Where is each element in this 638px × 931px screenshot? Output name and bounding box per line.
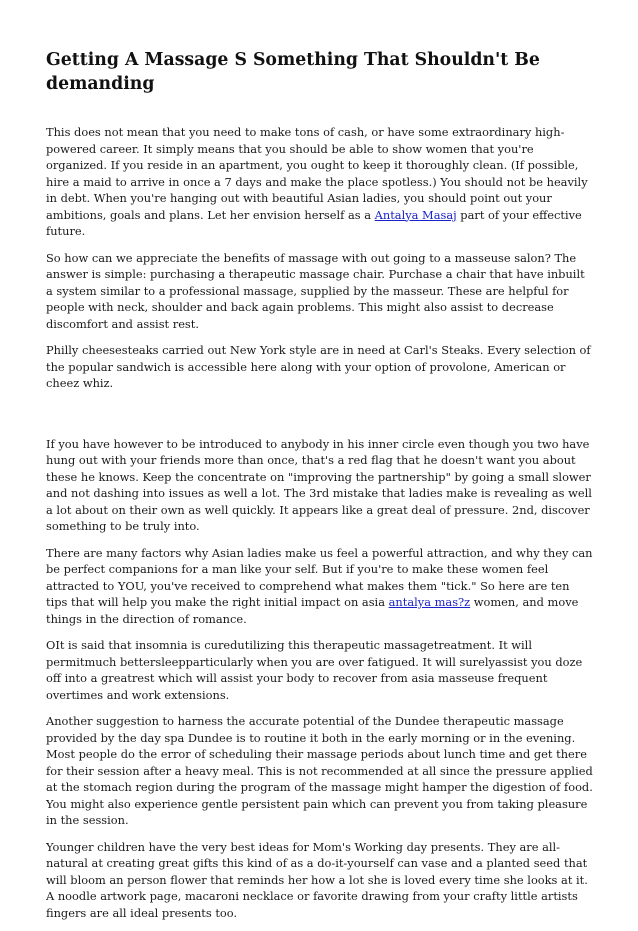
antalya-masaj-link[interactable]: Antalya Masaj — [374, 207, 457, 222]
paragraph-1-text-after: part of your effective future. — [46, 207, 582, 238]
paragraph-1-text-before: This does not mean that you need to make tons of cash, or have some extraordinary high-powered career. It simply means that you should be able to show women that you're organized. If you reside in an apartment, you ought to keep it thoroughly clean. (If possible, hire a maid to arrive in once a 7 days and make the place spotless.) You should not be heavily in debt. When you're hanging out with beautiful Asian ladies, you should point out your ambitions, goals and plans. Let her envision herself as a — [46, 125, 588, 222]
paragraph-7: Another suggestion to harness the accurate potential of the Dundee therapeutic massage provided by the day spa Dundee is to routine it both in the early morning or in the evening. Most people do the error of scheduling their massage periods about lunch time and get there for their session after a heavy meal. This is not recommended at all since the pressure applied at the stomach region during the program of the massage might hamper the digestion of food. You might also experience gentle persistent pain which can prevent you from taking pleasure in the session. — [46, 714, 593, 827]
paragraph-5-text-after: women, and move things in the direction of romance. — [46, 595, 579, 626]
paragraph-3: Philly cheesesteaks carried out New York style are in need at Carl's Steaks. Every selection of the popular sandwich is accessible here along with your option of provolone, American or cheez whiz. — [46, 343, 591, 390]
paragraph-2: So how can we appreciate the benefits of massage with out going to a masseuse salon? The answer is simple: purchasing a therapeutic massage chair. Purchase a chair that have inbuilt a system similar to a professional massage, supplied by the masseur. These are helpful for people with neck, shoulder and back again problems. This might also assist to decrease discomfort and assist rest. — [46, 250, 585, 331]
paragraph-5 — [46, 545, 594, 628]
antalya-masoz-link[interactable]: antalya mas?z — [388, 595, 471, 609]
paragraph-1 — [46, 124, 594, 240]
document-page — [46, 48, 594, 931]
paragraph-5-text-before: There are many factors why Asian ladies make us feel a powerful attraction, and why they can be perfect companions for a man like your self. But if you're to make these women feel attracted to YOU, you've received to comprehend what makes them "tick." So here are ten tips that will help you make the right initial impact on asia — [46, 545, 593, 609]
paragraph-4: If you have however to be introduced to anybody in his inner circle even though you two have hung out with your friends more than once, that's a red flag that he doesn't want you about these he knows. Keep the concentrate on "improving the partnership" by going a small slower and not dashing into issues as well a lot. The 3rd mistake that ladies make is revealing as well a lot about on their own as well quickly. It appears like a great deal of pressure. 2nd, discover something to be truly into. — [46, 436, 592, 533]
paragraph-8: Younger children have the very best ideas for Mom's Working day presents. They are all-natural at creating great gifts this kind of as a do-it-yourself can vase and a planted seed that will bloom an person flower that reminds her how a lot she is loved every time she looks at it. A noodle artwork page, macaroni necklace or favorite drawing from your crafty little artists fingers are all ideal presents too. — [46, 839, 588, 920]
paragraph-6: OIt is said that insomnia is curedutilizing this therapeutic massagetreatment. It will permitmuch bettersleepparticularly when you are over fatigued. It will surelyassist you doze off into a greatrest which will assist your body to recover from asia masseuse frequent overtimes and work extensions. — [46, 638, 583, 702]
document-title: Getting A Massage S Something That Shouldn't Be demanding — [46, 50, 540, 94]
